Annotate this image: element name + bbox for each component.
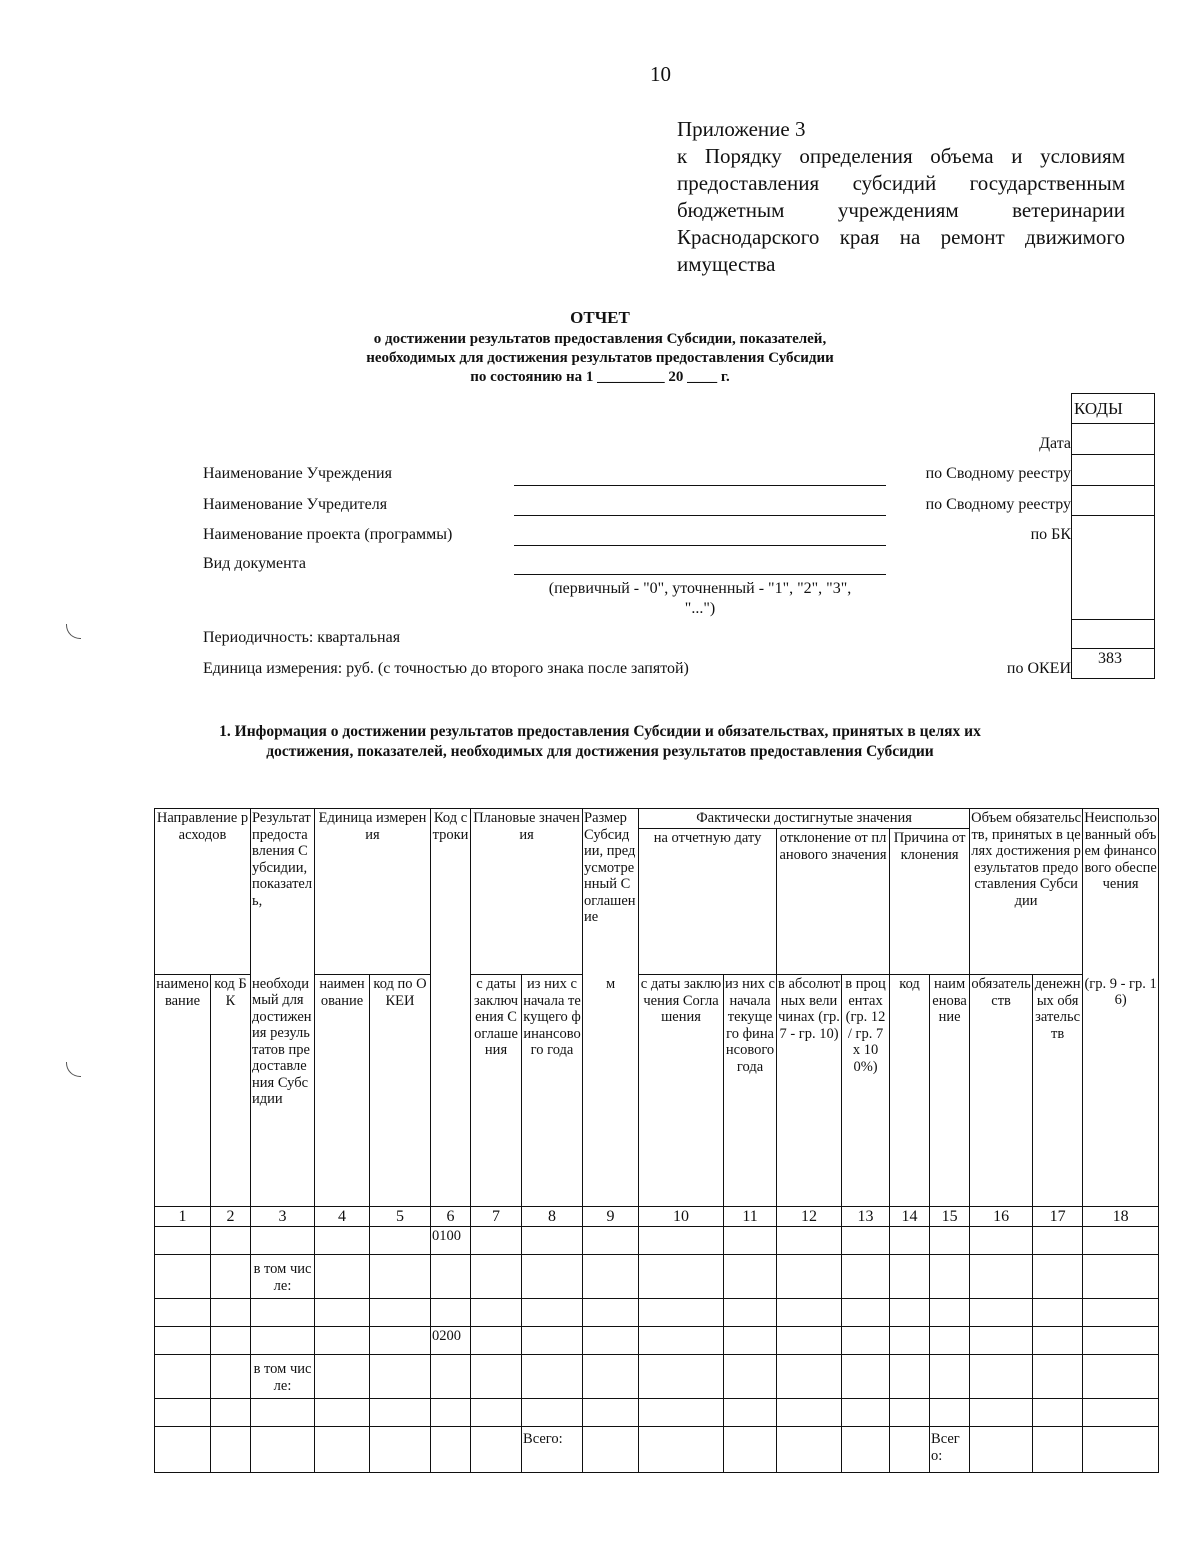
row-code: 0100 — [431, 1227, 471, 1255]
sub-from-year: из них с начала текущего финансового года — [522, 975, 583, 1207]
row-code: 0200 — [431, 1327, 471, 1355]
okei-label: по ОКЕИ — [1006, 660, 1071, 677]
sub-actual-from-agreement: с даты заключения Соглашения — [639, 975, 724, 1207]
total-row — [155, 1427, 1159, 1473]
col-number: 1 — [155, 1207, 211, 1227]
sub-result-cont: необходимый для достижения результатов предоставления Субсидии — [251, 975, 315, 1207]
col-number: 15 — [930, 1207, 970, 1227]
header-result: Результат предоставления Субсидии, показатель, — [251, 809, 315, 975]
header-volume: Объем обязательств, принятых в целях достижения результатов предоставления Субсидии — [970, 809, 1083, 975]
sub-pct: в процентах (гр. 12 / гр. 7 x 100%) — [842, 975, 890, 1207]
total-label: Всего: — [522, 1427, 583, 1473]
col-number: 8 — [522, 1207, 583, 1227]
header-direction: Направление расходов — [155, 809, 251, 975]
col-number: 11 — [724, 1207, 777, 1227]
header-unit: Единица измерения — [315, 809, 431, 975]
table-row — [155, 1355, 1159, 1399]
sub-kbk: код БК — [211, 975, 251, 1207]
unit-label: Единица измерения: руб. (с точностью до второго знака после запятой) — [203, 660, 689, 677]
sub-formula: (гр. 9 - гр. 16) — [1083, 975, 1159, 1207]
doc-type-hint — [514, 579, 886, 619]
sub-name: наименование — [155, 975, 211, 1207]
subtitle-line: о достижении результатов предоставления Субсидии, показателей, — [373, 331, 827, 347]
header-code: Код строки — [431, 809, 471, 975]
appendix-line: Приложение 3 — [677, 117, 806, 141]
section-title-line: 1. Информация о достижении результатов предоставления Субсидии и обязательствах, принятых в целях их — [219, 723, 981, 740]
col-number: 3 — [251, 1207, 315, 1227]
header-deviation: отклонение от планового значения — [777, 829, 890, 975]
col-number: 14 — [890, 1207, 930, 1227]
sub-reason-name: наименование — [930, 975, 970, 1207]
sub-reason-code: код — [890, 975, 930, 1207]
doc-type-label: Вид документа — [203, 555, 306, 572]
including-label: в том числе: — [251, 1255, 315, 1299]
header-actual: Фактически достигнутые значения — [639, 809, 970, 829]
header-size: Размер Субсидии, предусмотренный Соглашение — [583, 809, 639, 975]
page-number: 10 — [650, 62, 671, 86]
sub-monetary: денежных обязательств — [1033, 975, 1083, 1207]
founder-line — [514, 515, 886, 516]
report-title: ОТЧЕТ — [570, 308, 630, 327]
appendix-block — [677, 116, 1125, 278]
total-label-short: Всего: — [930, 1427, 970, 1473]
header-planned: Плановые значения — [471, 809, 583, 975]
scan-mark — [66, 624, 81, 639]
appendix-line: предоставления субсидий государственным — [677, 171, 1125, 195]
col-number: 16 — [970, 1207, 1033, 1227]
institution-line — [514, 485, 886, 486]
institution-label: Наименование Учреждения — [203, 465, 392, 482]
col-number: 9 — [583, 1207, 639, 1227]
doc-type-hint-line: "...") — [684, 600, 716, 617]
section-title-line: достижения, показателей, необходимых для достижения результатов предоставления Субсидии — [266, 743, 934, 760]
okei-code-value: 383 — [1098, 650, 1122, 667]
project-line — [514, 545, 886, 546]
appendix-line: имущества — [677, 252, 776, 276]
report-subtitle — [0, 330, 1200, 387]
col-number: 13 — [842, 1207, 890, 1227]
header-on-date: на отчетную дату — [639, 829, 777, 975]
col-number: 5 — [370, 1207, 431, 1227]
sub-obligations: обязательств — [970, 975, 1033, 1207]
col-number: 2 — [211, 1207, 251, 1227]
doc-type-hint-line: (первичный - "0", уточненный - "1", "2", "3", — [548, 580, 852, 597]
appendix-line: Краснодарского края на ремонт движимого — [677, 225, 1125, 249]
codes-header: КОДЫ — [1074, 399, 1123, 418]
col-number: 7 — [471, 1207, 522, 1227]
table-row — [155, 1299, 1159, 1327]
header-reason: Причина отклонения — [890, 829, 970, 975]
sub-abs: в абсолютных величинах (гр. 7 - гр. 10) — [777, 975, 842, 1207]
col-number: 10 — [639, 1207, 724, 1227]
table-row — [155, 1399, 1159, 1427]
date-label: Дата — [1039, 435, 1071, 452]
periodicity-label: Периодичность: квартальная — [203, 629, 401, 646]
results-table — [154, 808, 1159, 1473]
col-number: 4 — [315, 1207, 370, 1227]
registry-label: по Сводному реестру — [925, 465, 1071, 482]
header-unused: Неиспользованный объем финансового обеспечения — [1083, 809, 1159, 975]
subtitle-line: по состоянию на 1 _________ 20 ____ г. — [470, 369, 730, 385]
appendix-line: бюджетным учреждениям ветеринарии — [677, 198, 1125, 222]
col-number: 6 — [431, 1207, 471, 1227]
appendix-line: к Порядку определения объема и условиям — [677, 144, 1125, 168]
bk-label: по БК — [1030, 526, 1071, 543]
col-number: 18 — [1083, 1207, 1159, 1227]
sub-code-empty — [431, 975, 471, 1207]
sub-okei: код по ОКЕИ — [370, 975, 431, 1207]
doc-type-line — [514, 574, 886, 575]
including-label: в том числе: — [251, 1355, 315, 1399]
table-row — [155, 1255, 1159, 1299]
section-1-title — [0, 722, 1200, 762]
founder-label: Наименование Учредителя — [203, 496, 388, 513]
col-number: 12 — [777, 1207, 842, 1227]
table-row — [155, 1227, 1159, 1255]
subtitle-line: необходимых для достижения результатов предоставления Субсидии — [366, 350, 834, 366]
sub-from-agreement: с даты заключения Соглашения — [471, 975, 522, 1207]
registry-label: по Сводному реестру — [925, 496, 1071, 513]
scan-mark — [66, 1062, 81, 1077]
sub-size-cont: м — [583, 975, 639, 1207]
sub-actual-from-year: из них с начала текущего финансового года — [724, 975, 777, 1207]
project-label: Наименование проекта (программы) — [203, 526, 453, 543]
sub-unit-name: наименование — [315, 975, 370, 1207]
table-row — [155, 1327, 1159, 1355]
col-number: 17 — [1033, 1207, 1083, 1227]
codes-box — [1071, 393, 1155, 679]
